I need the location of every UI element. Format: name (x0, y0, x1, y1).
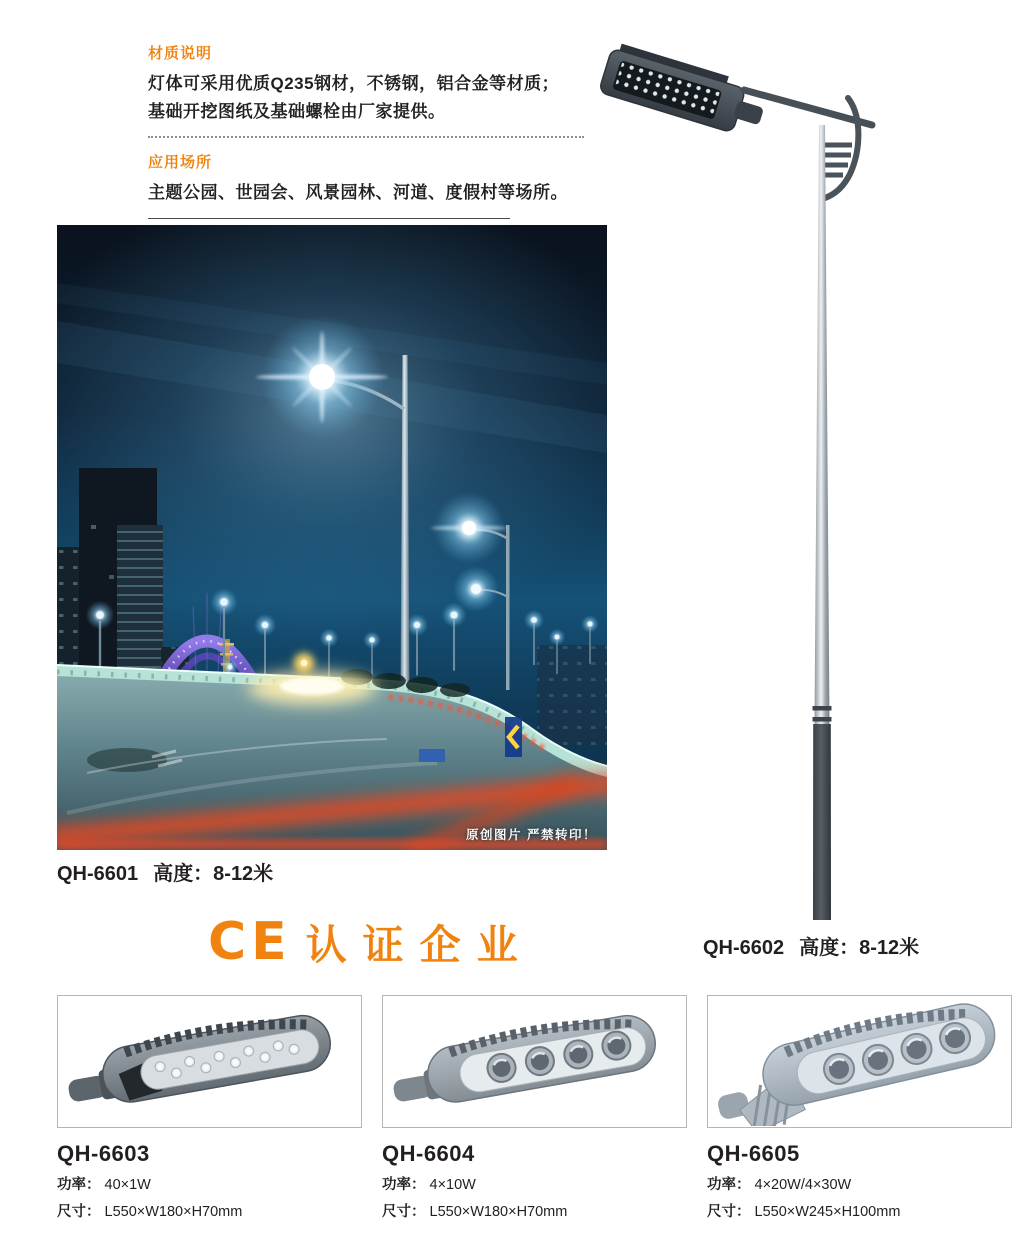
solid-divider (148, 218, 510, 219)
night-photo-qh6601 (57, 225, 607, 850)
product-power-qh6605: 功率： 4×20W/4×30W (707, 1177, 852, 1193)
caption-qh6601-height: 高度：8-12米 (153, 863, 274, 885)
product-image-qh6604 (382, 995, 687, 1128)
product-power-qh6604: 功率： 4×10W (382, 1177, 476, 1193)
application-heading: 应用场所 (148, 154, 213, 171)
material-text-line1: 灯体可采用优质Q235钢材，不锈钢，铝合金等材质； (148, 74, 560, 93)
caption-qh6602-model: QH-6602 (703, 937, 785, 959)
product-size-qh6605: 尺寸： L550×W245×H100mm (707, 1204, 901, 1220)
ce-mark: CE (208, 912, 292, 972)
product-size-qh6604: 尺寸： L550×W180×H70mm (382, 1204, 568, 1220)
lamp-qh6604-drawing (385, 998, 685, 1126)
pole-product-qh6602 (598, 28, 898, 928)
application-text: 主题公园、世园会、风景园林、河道、度假村等场所。 (148, 183, 568, 202)
pole-drawing (598, 28, 898, 928)
caption-qh6601 (57, 857, 273, 886)
product-image-qh6605 (707, 995, 1012, 1128)
product-size-qh6603: 尺寸： L550×W180×H70mm (57, 1204, 243, 1220)
lamp-qh6605-drawing (710, 998, 1010, 1126)
product-model-qh6605: QH-6605 (707, 1141, 800, 1166)
product-card-qh6604 (382, 995, 687, 1221)
night-scene (57, 225, 607, 850)
ce-certification-badge (208, 912, 534, 972)
material-text-line2: 基础开挖图纸及基础螺栓由厂家提供。 (148, 102, 446, 121)
product-power-qh6603: 功率： 40×1W (57, 1177, 151, 1193)
ce-label: 认证企业 (305, 922, 534, 968)
photo-watermark: 原创图片 严禁转印！ (466, 828, 597, 842)
product-card-qh6605 (707, 995, 1012, 1221)
pole-shaft (813, 125, 832, 920)
caption-qh6601-model: QH-6601 (57, 863, 139, 885)
caption-qh6602 (703, 931, 919, 960)
caption-qh6602-height: 高度：8-12米 (799, 937, 920, 959)
product-card-qh6603 (57, 995, 362, 1221)
dotted-divider (148, 136, 584, 138)
info-section (148, 42, 584, 219)
product-image-qh6603 (57, 995, 362, 1128)
product-model-qh6603: QH-6603 (57, 1141, 150, 1166)
product-model-qh6604: QH-6604 (382, 1141, 475, 1166)
lamp-qh6603-drawing (60, 998, 360, 1126)
material-heading: 材质说明 (148, 45, 213, 62)
